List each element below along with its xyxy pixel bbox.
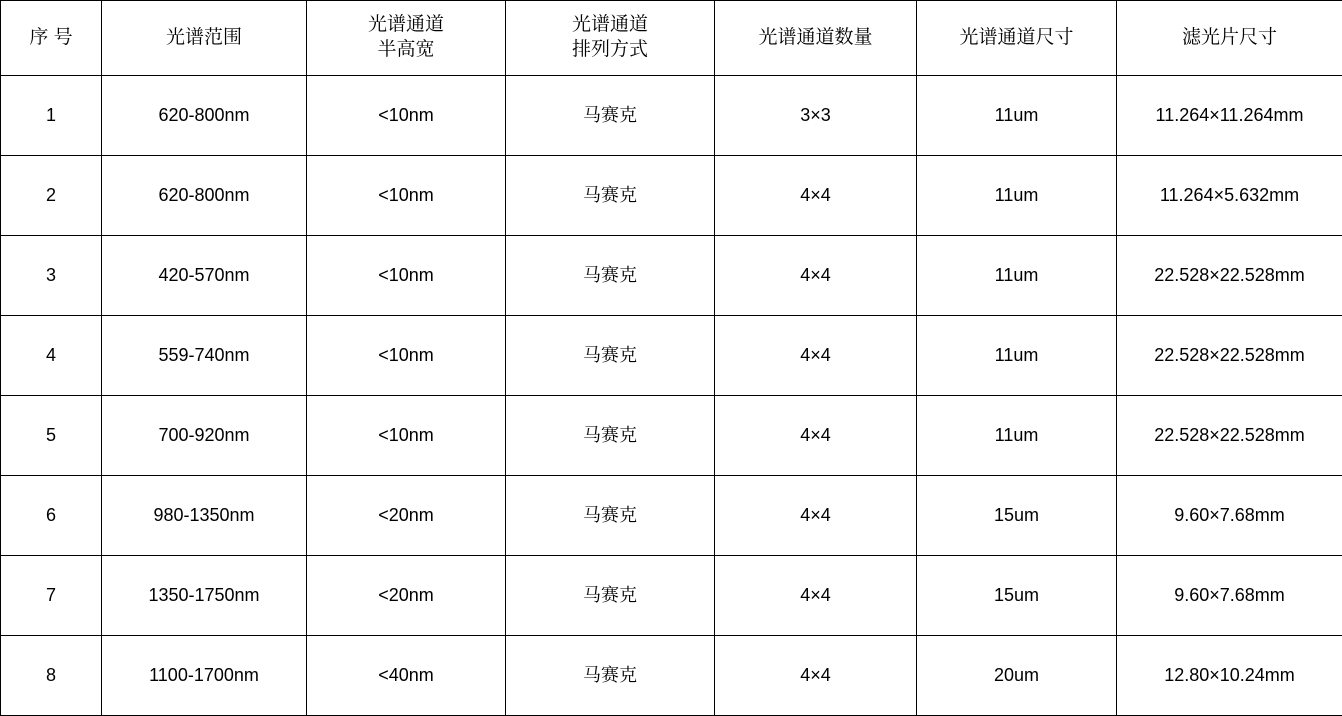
table-row	[1, 236, 1342, 316]
table-row	[1, 476, 1342, 556]
cell-spectral_range: 559-740nm	[102, 316, 307, 396]
column-header-line: 光谱通道	[309, 13, 503, 38]
cell-fwhm: <10nm	[307, 396, 506, 476]
cell-index: 3	[1, 236, 102, 316]
cell-filter_size: 9.60×7.68mm	[1117, 476, 1342, 556]
cell-index: 6	[1, 476, 102, 556]
cell-filter_size: 22.528×22.528mm	[1117, 316, 1342, 396]
cell-arrangement: 马赛克	[506, 316, 715, 396]
cell-spectral_range: 1350-1750nm	[102, 556, 307, 636]
column-header-line: 滤光片尺寸	[1119, 26, 1340, 51]
cell-index: 2	[1, 156, 102, 236]
cell-channel_count: 4×4	[715, 396, 917, 476]
column-header-line: 光谱范围	[104, 26, 304, 51]
table-header	[1, 1, 1342, 76]
cell-index: 1	[1, 76, 102, 156]
cell-fwhm: <10nm	[307, 76, 506, 156]
cell-arrangement: 马赛克	[506, 76, 715, 156]
cell-filter_size: 22.528×22.528mm	[1117, 396, 1342, 476]
cell-spectral_range: 420-570nm	[102, 236, 307, 316]
column-header-line: 光谱通道数量	[717, 26, 914, 51]
table-row	[1, 636, 1342, 716]
cell-spectral_range: 620-800nm	[102, 76, 307, 156]
cell-channel_count: 4×4	[715, 636, 917, 716]
column-header-line: 光谱通道尺寸	[919, 26, 1114, 51]
cell-channel_size: 11um	[917, 396, 1117, 476]
table-row	[1, 396, 1342, 476]
cell-channel_count: 4×4	[715, 236, 917, 316]
cell-arrangement: 马赛克	[506, 636, 715, 716]
column-header-index	[1, 1, 102, 76]
cell-filter_size: 11.264×5.632mm	[1117, 156, 1342, 236]
cell-index: 8	[1, 636, 102, 716]
table-body	[1, 76, 1342, 716]
cell-fwhm: <10nm	[307, 316, 506, 396]
cell-channel_size: 20um	[917, 636, 1117, 716]
cell-channel_count: 4×4	[715, 556, 917, 636]
cell-index: 5	[1, 396, 102, 476]
table-row	[1, 76, 1342, 156]
cell-filter_size: 12.80×10.24mm	[1117, 636, 1342, 716]
cell-channel_size: 11um	[917, 316, 1117, 396]
column-header-line: 序 号	[3, 26, 99, 51]
column-header-line: 光谱通道	[508, 13, 712, 38]
table-header-row	[1, 1, 1342, 76]
cell-spectral_range: 700-920nm	[102, 396, 307, 476]
column-header-spectral_range	[102, 1, 307, 76]
cell-channel_size: 11um	[917, 236, 1117, 316]
cell-filter_size: 9.60×7.68mm	[1117, 556, 1342, 636]
cell-filter_size: 22.528×22.528mm	[1117, 236, 1342, 316]
column-header-fwhm	[307, 1, 506, 76]
cell-channel_count: 4×4	[715, 316, 917, 396]
cell-channel_count: 4×4	[715, 156, 917, 236]
cell-channel_size: 11um	[917, 76, 1117, 156]
cell-arrangement: 马赛克	[506, 396, 715, 476]
cell-spectral_range: 1100-1700nm	[102, 636, 307, 716]
column-header-arrangement	[506, 1, 715, 76]
cell-fwhm: <20nm	[307, 476, 506, 556]
cell-channel_size: 15um	[917, 476, 1117, 556]
cell-channel_count: 4×4	[715, 476, 917, 556]
cell-fwhm: <10nm	[307, 156, 506, 236]
cell-channel_size: 11um	[917, 156, 1117, 236]
table-row	[1, 156, 1342, 236]
table-row	[1, 316, 1342, 396]
cell-arrangement: 马赛克	[506, 236, 715, 316]
cell-arrangement: 马赛克	[506, 556, 715, 636]
cell-spectral_range: 620-800nm	[102, 156, 307, 236]
cell-index: 7	[1, 556, 102, 636]
column-header-filter_size	[1117, 1, 1342, 76]
cell-spectral_range: 980-1350nm	[102, 476, 307, 556]
cell-filter_size: 11.264×11.264mm	[1117, 76, 1342, 156]
column-header-channel_size	[917, 1, 1117, 76]
cell-arrangement: 马赛克	[506, 476, 715, 556]
cell-fwhm: <40nm	[307, 636, 506, 716]
column-header-line: 排列方式	[508, 38, 712, 63]
column-header-line: 半高宽	[309, 38, 503, 63]
cell-channel_count: 3×3	[715, 76, 917, 156]
table-row	[1, 556, 1342, 636]
cell-arrangement: 马赛克	[506, 156, 715, 236]
cell-fwhm: <20nm	[307, 556, 506, 636]
cell-fwhm: <10nm	[307, 236, 506, 316]
column-header-channel_count	[715, 1, 917, 76]
cell-channel_size: 15um	[917, 556, 1117, 636]
cell-index: 4	[1, 316, 102, 396]
